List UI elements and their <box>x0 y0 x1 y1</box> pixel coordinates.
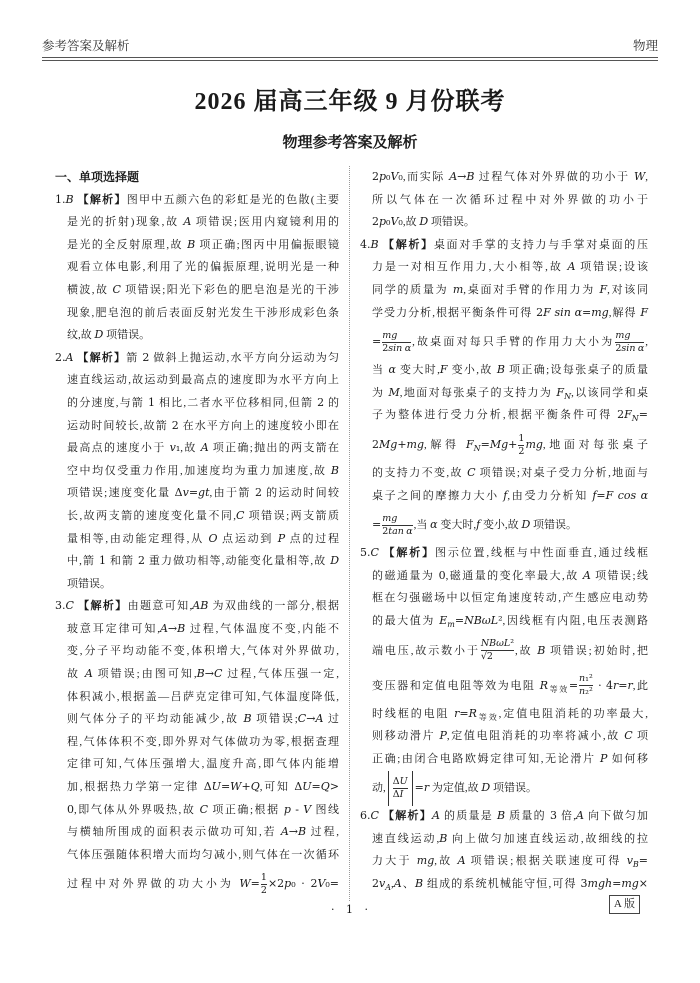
text-line: 速直线运动,故运动到最高点的速度即为水平方向上 <box>67 374 339 387</box>
text-line: 的分速度,与箭 1 相比,二者水平位移相同,但箭 2 的 <box>67 395 340 409</box>
text-line: 玻意耳定律可知,A→B 过程,气体温度不变,内能不 <box>67 621 340 635</box>
text-line: 学受力分析,根据平衡条件可得 2F sin α=mg,解得 F <box>372 305 649 319</box>
text-line: 现象,肥皂泡的前后表面反射光发生干涉形成彩色条 <box>67 306 339 319</box>
header-left-text: 参考答案及解析 <box>42 39 130 53</box>
text-line: 子为整体进行受力分析,根据平衡条件可得 $2F_N=$ <box>372 408 648 424</box>
text-line: 2p₀V₀,故 D 项错误。 <box>372 215 475 229</box>
text-line: 变,分子平均动能不变,体积增大,气体对外界做功, <box>67 645 339 658</box>
text-line: = $\frac{mg}{\text{2tan α}}$ ,当 α 变大时,f 变小,故 D 项错误。 <box>372 512 578 538</box>
text-line: 观看立体电影,利用了光的偏振原理,说明光是一种 <box>67 261 339 274</box>
text-line: 3.C 【解析】由题意可知,AB 为双曲线的一部分,根据 <box>55 599 340 613</box>
text-line: 框在匀强磁场中以恒定角速度转动,产生感应电动势 <box>372 592 648 605</box>
text-line: 项错误。 <box>67 577 111 590</box>
column-divider <box>349 166 350 901</box>
text-line: 则移动滑片 P,定值电阻消耗的功率将减小,故 C 项 <box>372 729 649 743</box>
page-header <box>42 0 658 54</box>
header-double-rule <box>42 57 658 61</box>
right-column <box>360 166 648 901</box>
text-line: $2v_A,A$、B 组成的系统机械能守恒,可得 3mgh=mg× <box>372 877 649 893</box>
text-line: 为 M,地面对每张桌子的支持力为 $F_N$,以该同学和桌 <box>372 385 649 401</box>
text-line: 运动时间较长,故箭 2 在水平方向上的速度较小即在 <box>67 418 340 432</box>
text-line: 与横轴所围成的面积表示做功可知,若 A→B 过程, <box>67 825 339 839</box>
text-line: 6.C 【解析】A 的质量是 B 质量的 3 倍,A 向下做匀加 <box>360 809 649 823</box>
text-line: 速直线运动,B 向上做匀加速直线运动,故细线的拉 <box>372 831 649 845</box>
text-line: 时线框的电阻 $r=R_{等效}$,定值电阻消耗的功率最大, <box>372 706 649 722</box>
text-line: 纹,故 D 项错误。 <box>67 328 151 342</box>
left-column <box>55 166 339 901</box>
text-line: 程,气体体积不变,即外界对气体做功为零,根据查理 <box>67 735 339 748</box>
text-line: 过程中对外界做的功大小为 W= $\frac{1}{2}$ ×2p₀ · 2V₀= <box>67 871 340 897</box>
text-line: 故 A 项错误;由图可知,B→C 过程,气体压强一定, <box>67 667 340 681</box>
edition-badge: A 版 <box>609 895 640 914</box>
text-line: 2.A 【解析】箭 2 做斜上抛运动,水平方向分运动为匀 <box>55 350 340 364</box>
text-line: 最高点的速度小于 v₁,故 A 项正确;抛出的两支箭在 <box>67 441 340 455</box>
text-line: 空中均仅受重力作用,加速度均为重力加速度,故 B <box>67 463 339 477</box>
text-line: 是光的全反射原理,故 B 项正确;图丙中用偏振眼镜 <box>67 237 339 251</box>
document-body <box>55 166 648 901</box>
text-line: 的最大值为 $E_m=NB\omega L^2$,因线框有内阻,电压表测路 <box>372 613 648 630</box>
text-line: 动, $\frac{\Delta U}{\Delta I}$ =r 为定值,故 D 项错误。 <box>360 770 648 805</box>
text-line: 项错误;速度变化量 Δv=gt,由于箭 2 的运动时间较 <box>67 486 340 500</box>
text-line: 一、单项选择题 <box>55 170 140 184</box>
text-line: 的支持力不变,故 C 项错误;对桌子受力分析,地面与 <box>372 465 649 479</box>
text-line: 1.B 【解析】图甲中五颜六色的彩虹是光的色散(主要 <box>55 192 340 206</box>
page-number: · 1 · <box>331 903 372 916</box>
text-line: 力大于 mg,故 A 项错误;根据关联速度可得 $v_B=$ <box>372 854 649 870</box>
text-line: 同学的质量为 m,桌面对手臂的作用力为 F,对该同 <box>372 282 649 296</box>
text-line: 长,故两支箭的速度变化量不同,C 项错误;两支箭质 <box>67 508 340 522</box>
text-line: 定律可知,气体压强增大,温度升高,即气体内能增 <box>67 758 339 771</box>
doc-subtitle: 物理参考答案及解析 <box>282 134 418 151</box>
text-line: 4.B 【解析】桌面对手掌的支持力与手掌对桌面的压 <box>360 237 649 251</box>
text-line: 气体压强随体积增大而均匀减小,则气体在一次循环 <box>67 848 339 861</box>
text-line: 是光的折射)现象,故 A 项错误;医用内窥镜利用的 <box>67 215 339 229</box>
text-line: 体积减小,根据盖—吕萨克定律可知,气体温度降低, <box>67 690 339 703</box>
text-line: 所以气体在一次循环过程中对外界做的功小于 <box>372 193 648 206</box>
text-line: 横波,故 C 项错误;阳光下彩色的肥皂泡是光的干涉 <box>67 282 339 296</box>
doc-title: 2026 届高三年级 9 月份联考 <box>194 89 506 115</box>
text-line: 变压器和定值电阻等效为电阻 $R_{等效}=$ $\frac{\text{n₁²}}{\text{n₂²}}$ · 4r=r,此 <box>372 673 649 698</box>
text-line: 力是一对相互作用力,大小相等,故 A 项错误;设该 <box>372 260 648 274</box>
text-line: 端电压,故示数小于 $\frac{\text{NBωL²}}{√2}$ ,故 B 项错误;初始时,把 <box>372 638 648 663</box>
text-line: 加,根据热力学第一定律 ΔU=W+Q,可知 ΔU=Q> <box>67 780 340 794</box>
text-line: 0,即气体从外界吸热,故 C 项正确;根据 p - V 图线 <box>67 802 340 816</box>
text-line: 则气体分子的平均动能减少,故 B 项错误;C→A 过 <box>67 712 340 726</box>
text-line: 2p₀V₀,而实际 A→B 过程气体对外界做的功小于 W, <box>372 170 649 183</box>
text-line: 2Mg+mg,解得 $F_N=Mg+$ $\frac{1}{2}$ mg,地面对每张桌子 <box>372 432 649 457</box>
header-right-text: 物理 <box>632 39 658 53</box>
text-line: 5.C 【解析】图示位置,线框与中性面垂直,通过线框 <box>360 546 649 560</box>
text-line: = $\frac{mg}{\text{2sin α}}$ ,故桌面对每只手臂的作用力大小为 $\frac{mg}{\text{2sin α}}$ , <box>372 329 648 355</box>
text-line: 正确;由闭合电路欧姆定律可知,无论滑片 P 如何移 <box>372 751 649 765</box>
text-line: 的磁通量为 0,磁通量的变化率最大,故 A 项错误;线 <box>372 568 649 582</box>
text-line: 中,箭 1 和箭 2 重力做功相等,动能变化量相等,故 D <box>67 554 340 568</box>
text-line: 当 α 变大时,F 变小,故 B 项正确;设每张桌子的质量 <box>372 363 649 377</box>
text-line: 桌子之间的摩擦力大小 f,由受力分析知 f=F cos α <box>372 488 649 502</box>
text-line: 量相等,由动能定理得,从 O 点运动到 P 点的过程 <box>67 531 340 545</box>
